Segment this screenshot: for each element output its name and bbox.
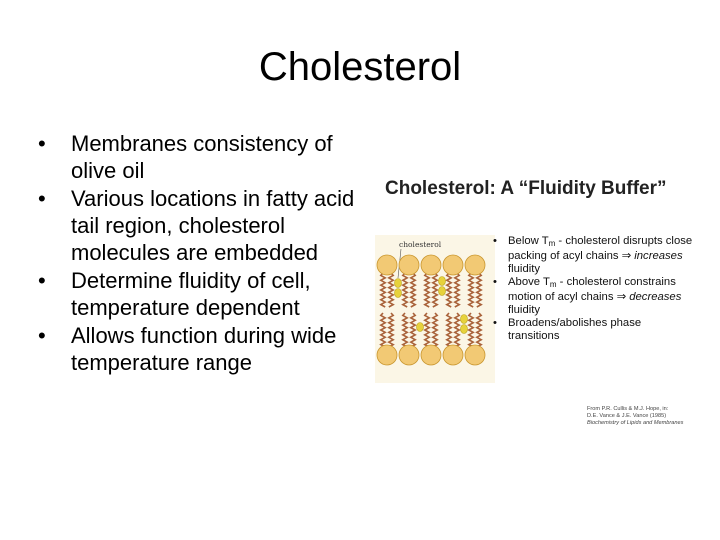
bullet-text: Allows function during wide temperature range bbox=[71, 323, 337, 375]
lipid-head bbox=[377, 345, 397, 365]
cholesterol-molecule bbox=[395, 279, 402, 288]
diagram-label: cholesterol bbox=[399, 240, 442, 249]
lipid-head bbox=[465, 345, 485, 365]
bullet-dot: • bbox=[493, 276, 497, 288]
lipid-head bbox=[421, 255, 441, 275]
cholesterol-molecule bbox=[395, 289, 402, 298]
bullet-list bbox=[38, 130, 358, 377]
cholesterol-molecule bbox=[439, 287, 446, 296]
lipid-head bbox=[443, 345, 463, 365]
bullet-dot: • bbox=[38, 131, 46, 156]
figure-point: • Broadens/abolishes phase transitions bbox=[493, 317, 642, 342]
bullet-dot: • bbox=[493, 235, 497, 247]
bullet-dot: • bbox=[493, 317, 497, 329]
membrane-diagram bbox=[375, 235, 495, 383]
figure-credit: From P.R. Cullis & M.J. Hope, in: D.E. Vance & J.E. Vance (1985) Biochemistry of Lipids and Membranes bbox=[587, 406, 684, 426]
bullet-dot: • bbox=[38, 186, 46, 211]
bullet-item bbox=[38, 267, 358, 321]
slide-title: Cholesterol bbox=[258, 45, 462, 89]
cholesterol-molecule bbox=[461, 325, 468, 334]
lipid-head bbox=[443, 255, 463, 275]
lipid-head bbox=[421, 345, 441, 365]
figure-point: • Above $T_m$ - cholesterol constrains motion of acyl chains ⇒ decreases fluidity bbox=[493, 276, 682, 316]
bullet-item bbox=[38, 185, 358, 266]
bullet-dot: • bbox=[38, 323, 46, 348]
lipid-head bbox=[399, 345, 419, 365]
figure-title: Cholesterol: A “Fluidity Buffer” bbox=[385, 178, 667, 199]
cholesterol-molecule bbox=[461, 315, 468, 324]
bullet-dot: • bbox=[38, 268, 46, 293]
figure-points bbox=[493, 235, 693, 343]
lipid-head bbox=[377, 255, 397, 275]
fluidity-buffer-figure bbox=[375, 170, 695, 440]
bullet-text: Various locations in fatty acid tail region, cholesterol molecules are embedded bbox=[71, 186, 355, 265]
figure-point: • Below $T_m$ - cholesterol disrupts close packing of acyl chains ⇒ increases fluidity bbox=[493, 235, 693, 275]
bullet-text: Membranes consistency of olive oil bbox=[71, 131, 333, 183]
bullet-item bbox=[38, 130, 358, 184]
cholesterol-molecule bbox=[439, 277, 446, 286]
bullet-item bbox=[38, 322, 358, 376]
cholesterol-molecule bbox=[417, 323, 424, 332]
bullet-text: Determine fluidity of cell, temperature dependent bbox=[71, 268, 311, 320]
lipid-head bbox=[399, 255, 419, 275]
lipid-head bbox=[465, 255, 485, 275]
